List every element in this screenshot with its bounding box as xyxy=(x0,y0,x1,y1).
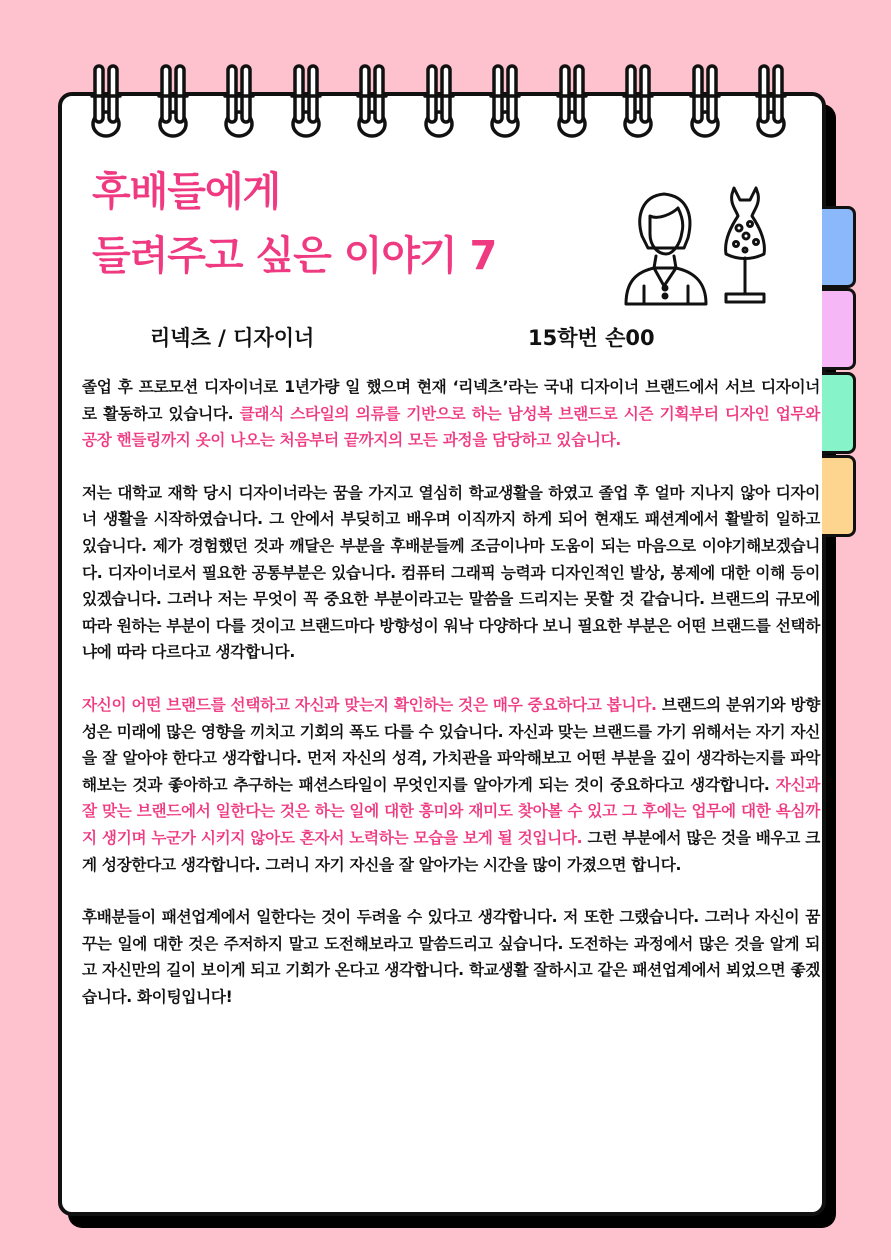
body-text: 졸업 후 프로모션 디자이너로 1년가량 일 했으며 현재 ‘리넥츠’라는 국내 디자이너 브랜드에서 서브 디자이너로 활동하고 있습니다. xyxy=(82,378,820,423)
body-text: 그런 부분에서 많은 것을 배우고 크게 성장한다고 생각합니다. 그러니 자기 자신을 잘 알아가는 시간을 많이 가졌으면 합니다. xyxy=(82,828,820,874)
paragraph-4 xyxy=(82,904,820,1010)
letter-body xyxy=(82,374,820,1036)
paragraph-2 xyxy=(82,480,820,666)
spiral-ring-icon xyxy=(354,62,390,142)
spiral-ring-icon xyxy=(421,62,457,142)
designer-avatar-icon xyxy=(626,194,706,304)
spiral-ring-icon xyxy=(753,62,789,142)
spiral-ring-icon xyxy=(288,62,324,142)
spiral-ring-icon xyxy=(88,62,124,142)
spiral-ring-icon xyxy=(620,62,656,142)
tab-pink[interactable] xyxy=(822,288,856,370)
body-text: 브랜드의 분위기와 방향성은 미래에 많은 영향을 끼치고 기회의 폭도 다를 수 있습니다. 자신과 맞는 브랜드를 가기 위해서는 자기 자신을 잘 알아야 한다고 생각합니다. 먼저 자신의 성격, 가치관을 파악해보고 어떤 부분을 깊이 생각하는지를 파악해보는 것과 좋아하고 추구하는 패션스타일이 무엇인지를 알아가게 되는 것이 중요하다고 생각합니다. xyxy=(82,695,820,794)
dress-mannequin-icon xyxy=(726,188,765,302)
spiral-ring-icon xyxy=(155,62,191,142)
author-company-role: 리넥츠 / 디자이너 xyxy=(150,326,315,350)
paragraph-3 xyxy=(82,692,820,878)
body-text: 후배분들이 패션업계에서 일한다는 것이 두려울 수 있다고 생각합니다. 저 또한 그랬습니다. 그러나 자신이 꿈꾸는 일에 대한 것은 주저하지 말고 도전해보라고 말씀드리고 싶습니다. 도전하는 과정에서 많은 것을 알게 되고 자신만의 길이 보이게 되고 기회가 온다고 생각합니다. 학교생활 잘하시고 같은 패션업계에서 뵈었으면 좋겠습니다. 화이팅입니다! xyxy=(82,908,820,1006)
highlighted-text: 자신과 잘 맞는 브랜드에서 일한다는 것은 하는 일에 대한 흥미와 재미도 찾아볼 수 있고 그 후에는 업무에 대한 욕심까지 생기며 누군가 시키지 않아도 혼자서 노력하는 모습을 보게 될 것입니다. xyxy=(82,775,820,847)
spiral-ring-icon xyxy=(487,62,523,142)
spiral-binding xyxy=(88,62,788,142)
spiral-ring-icon xyxy=(554,62,590,142)
page-title xyxy=(92,160,496,288)
spiral-ring-icon xyxy=(221,62,257,142)
highlighted-text: 클래식 스타일의 의류를 기반으로 하는 남성복 브랜드로 시즌 기획부터 디자인 업무와 공장 핸들링까지 옷이 나오는 처음부터 끝까지의 모든 과정을 담당하고 있습니다. xyxy=(82,404,821,450)
tab-blue[interactable] xyxy=(822,206,856,288)
tab-green[interactable] xyxy=(822,372,856,454)
designer-illustration xyxy=(618,180,778,310)
body-text: 저는 대학교 재학 당시 디자이너라는 꿈을 가지고 열심히 학교생활을 하였고 졸업 후 얼마 지나지 않아 디자이너 생활을 시작하였습니다. 그 안에서 부딪히고 배우며 이직까지 하게 되어 현재도 패션계에서 활발히 일하고 있습니다. 제가 경험했던 것과 깨달은 부분을 후배분들께 조금이나마 도움이 되는 마음으로 이야기해보겠습니다. 디자이너로서 필요한 공통부분은 있습니다. 컴퓨터 그래픽 능력과 디자인적인 발상, 봉제에 대한 이해 등이 있겠습니다. 그러나 저는 무엇이 꼭 중요한 부분이라고는 말씀을 드리지는 못할 것 같습니다. 브랜드의 규모에 따라 원하는 부분이 다를 것이고 브랜드마다 방향성이 워낙 다양하다 보니 필요한 부분은 어떤 브랜드를 선택하냐에 따라 다르다고 생각합니다. xyxy=(82,483,820,662)
highlighted-text: 자신이 어떤 브랜드를 선택하고 자신과 맞는지 확인하는 것은 매우 중요하다고 봅니다. xyxy=(82,695,662,714)
title-line-1: 후배들에게 xyxy=(92,169,281,215)
author-student-id: 15학번 손00 xyxy=(528,326,655,350)
title-line-2: 들려주고 싶은 이야기 7 xyxy=(92,233,497,279)
spiral-ring-icon xyxy=(687,62,723,142)
tab-orange[interactable] xyxy=(822,455,856,537)
paragraph-1 xyxy=(82,374,820,454)
